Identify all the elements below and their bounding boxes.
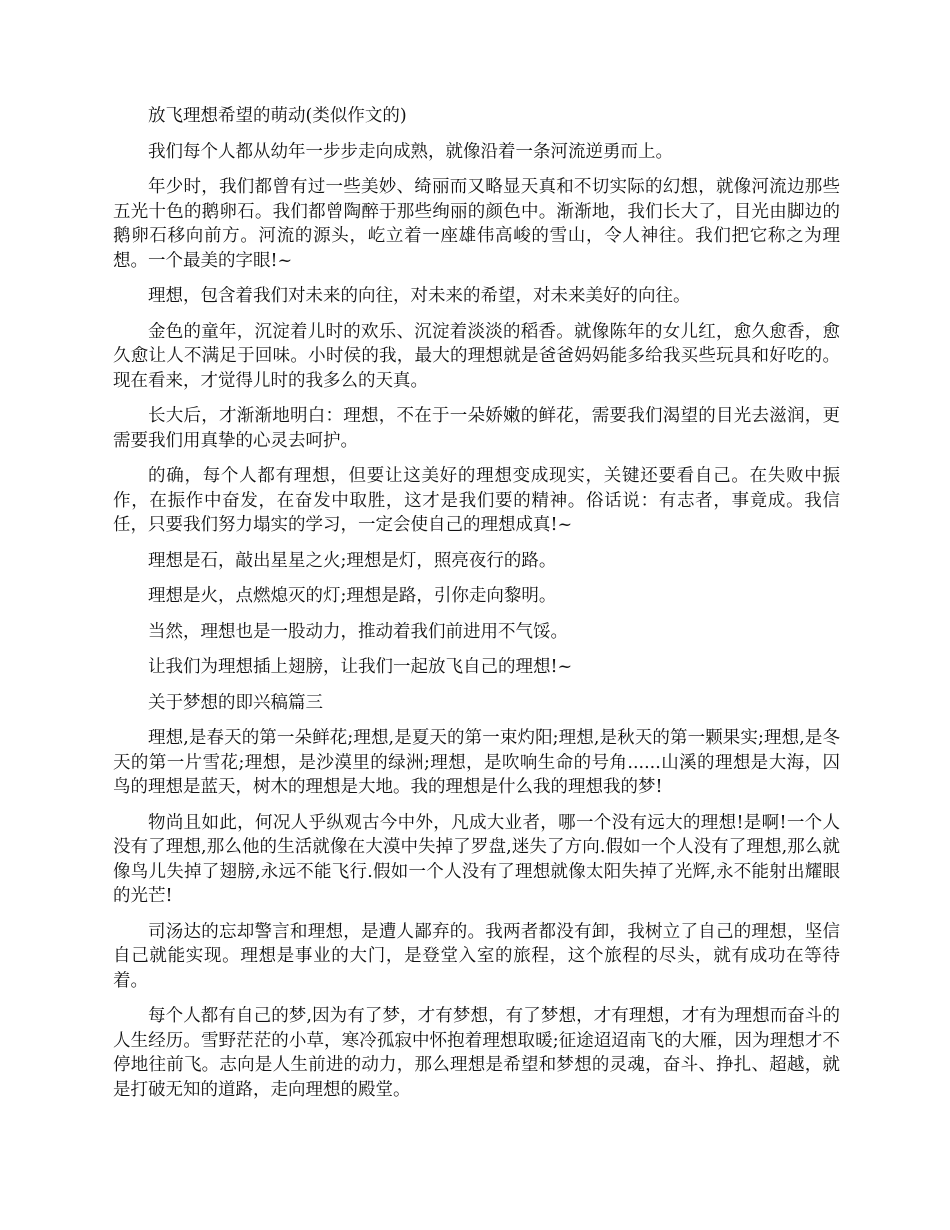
paragraph: 司汤达的忘却警言和理想，是遭人鄙弃的。我两者都没有卸，我树立了自己的理想，坚信自己就能实现。理想是事业的大门，是登堂入室的旅程，这个旅程的尽头，就有成功在等待着。 [113,921,840,991]
paragraph: 让我们为理想插上翅膀，让我们一起放飞自己的理想!~ [148,657,573,677]
paragraph: 长大后，才渐渐地明白：理想，不在于一朵娇嫩的鲜花，需要我们渴望的目光去滋润，更需要我们用真挚的心灵去呵护。 [113,406,840,451]
paragraph: 的确，每个人都有理想，但要让这美好的理想变成现实，关键还要看自己。在失败中振作，在振作中奋发，在奋发中取胜，这才是我们要的精神。俗话说：有志者，事竟成。我信任，只要我们努力塌实的学习，一定会使自己的理想成真!~ [113,466,840,535]
paragraph: 当然，理想也是一股动力，推动着我们前进用不气馁。 [148,621,568,642]
paragraph: 理想，包含着我们对未来的向往，对未来的希望，对未来美好的向往。 [148,286,691,306]
paragraph: 年少时，我们都曾有过一些美妙、绮丽而又略显天真和不切实际的幻想，就像河流边那些五光十色的鹅卵石。我们都曾陶醉于那些绚丽的颜色中。渐渐地，我们长大了，目光由脚边的鹅卵石移向前方。河流的源头，屹立着一座雄伟高峻的雪山，令人神往。我们把它称之为理想。一个最美的字眼!~ [113,177,840,271]
paragraph: 我们每个人都从幼年一步步走向成熟，就像沿着一条河流逆勇而上。 [148,141,673,162]
paragraph: 理想是石，敲出星星之火;理想是灯，照亮夜行的路。 [148,550,557,571]
paragraph: 金色的童年，沉淀着儿时的欢乐、沉淀着淡淡的稻香。就像陈年的女儿红，愈久愈香，愈久愈让人不满足于回味。小时侯的我，最大的理想就是爸爸妈妈能多给我买些玩具和好吃的。现在看来，才觉得儿时的我多么的天真。 [113,321,840,391]
essay-title: 放飞理想希望的萌动(类似作文的) [148,106,407,126]
paragraph: 物尚且如此，何况人乎纵观古今中外，凡成大业者，哪一个没有远大的理想!是啊!一个人没有了理想,那么他的生活就像在大漠中失掉了罗盘,迷失了方向.假如一个人没有了理想,那么就像鸟儿失掉了翅膀,永远不能飞行.假如一个人没有了理想就像太阳失掉了光辉,永不能射出耀眼的光芒! [113,812,840,906]
document-body [113,104,840,1113]
section-heading: 关于梦想的即兴稿篇三 [148,692,323,713]
paragraph: 理想是火，点燃熄灭的灯;理想是路，引你走向黎明。 [148,586,557,606]
paragraph: 理想,是春天的第一朵鲜花;理想,是夏天的第一束灼阳;理想,是秋天的第一颗果实;理想,是冬天的第一片雪花;理想，是沙漠里的绿洲;理想，是吹响生命的号角......山溪的理想是大海，囚鸟的理想是蓝天，树木的理想是大地。我的理想是什么我的理想我的梦! [113,728,840,797]
paragraph: 每个人都有自己的梦,因为有了梦，才有梦想，有了梦想，才有理想，才有为理想而奋斗的人生经历。雪野茫茫的小草，寒冷孤寂中怀抱着理想取暖;征途迢迢南飞的大雁，因为理想才不停地往前飞。志向是人生前进的动力，那么理想是希望和梦想的灵魂，奋斗、挣扎、超越，就是打破无知的道路，走向理想的殿堂。 [113,1006,840,1100]
